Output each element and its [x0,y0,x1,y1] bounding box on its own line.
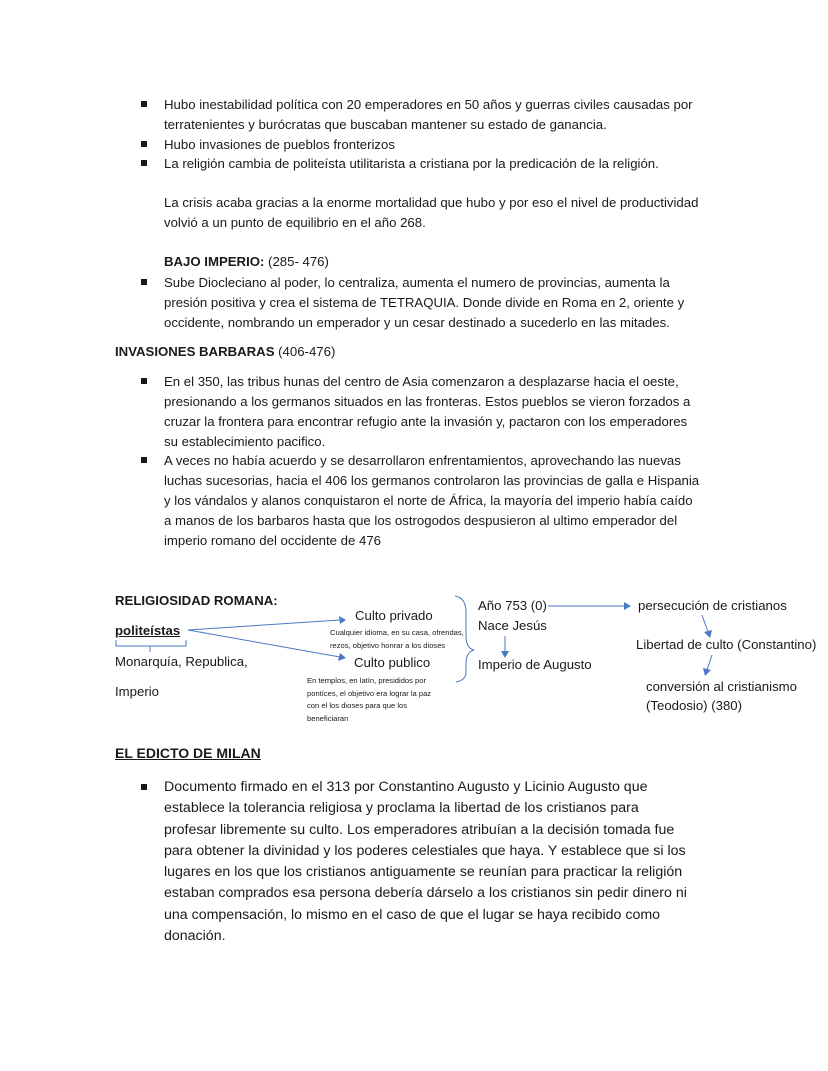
text-line: a manos de los barbaros hasta que los ostrogodos despusieron al ultimo emperador del [164,513,678,528]
heading-title: INVASIONES BARBARAS [115,344,275,359]
arrowhead-culto-privado [339,616,346,624]
monarquia-label: Monarquía, Republica, [115,654,248,669]
text-line: En el 350, las tribus hunas del centro de Asia comenzaron a desplazarse hacia el oeste, [164,374,679,389]
text-line: (Teodosio) (380) [646,698,743,713]
arrow-libertad [702,615,708,632]
note-line: En templos, en latín, presididos por [307,676,427,685]
note-line: beneficiaran [307,713,349,723]
text-line: imperio romano del occidente de 476 [164,533,381,548]
note-line: Cualquier idioma, en su casa, ofrendas, [330,628,464,637]
text-line: Hubo inestabilidad política con 20 emperadores en 50 años y guerras civiles causadas por [164,97,693,112]
text-line: profesar libremente su culto. Los emperadores atribuían a la decisión tomada fue [164,821,675,838]
text-line: presión positiva y crea el sistema de TETRAQUIA. Donde divide en Roma en 2, oriente y [164,295,685,310]
arrowhead-persecucion [624,602,631,610]
heading-title: BAJO IMPERIO: [164,254,265,269]
text-line: su establecimiento pacifico. [164,434,326,449]
text-line: volvió a un punto de equilibrio en el año 268. [164,215,426,230]
heading-dates: (406-476) [274,344,336,359]
text-line: conversión al cristianismo [646,679,797,694]
text-line: para obtener la divinidad y los poderes celestiales que haya. Y establece que si los [164,842,686,859]
text-line: A veces no había acuerdo y se desarrollaron enfrentamientos, aprovechando las nuevas [164,453,681,468]
text-line: establece la tolerancia religiosa y proclama la libertad de los cristianos para [164,800,639,817]
note-line: pontíces, el objetivo era lograr la paz [307,688,432,698]
politeistas-brace [116,640,186,646]
text-line: presionando a los germanos situados en las fronteras. Estos pueblos se vieron forzados a [164,394,691,409]
persecucion-label: persecución de cristianos [638,598,787,613]
edicto-paragraph [164,777,687,947]
text-line: luchas sucesorias, hacia el 406 los germanos controlaron las provincias de galla e Hispania [164,473,700,488]
culto-privado-label: Culto privado [355,608,433,623]
imperio-label: Imperio [115,684,159,699]
text-line: occidente, nombrando un emperador y un cesar destinado a sucederlo en las mitades. [164,315,670,330]
arrow-conversion [707,655,712,670]
edicto-heading: EL EDICTO DE MILAN [115,745,261,761]
religiosidad-title: RELIGIOSIDAD ROMANA: [115,593,278,608]
text-line: donación. [164,928,226,945]
arrow-culto-publico [188,630,340,657]
text-line: estaban comprados esa persona debería dárselo a los cristianos sin pedir dinero ni [164,885,687,902]
imperio-augusto-label: Imperio de Augusto [478,657,592,672]
text-line: una compensación, lo mismo en el caso de que el lugar se haya recibido como [164,906,661,923]
heading-dates: (285- 476) [264,254,329,269]
text-line: cruzar la frontera para encontrar refugio ante la invasión y, pactaron con los emperadores [164,414,688,429]
text-line: La religión cambia de politeísta utilitarista a cristiana por la predicación de la religión. [164,156,659,171]
note-line: rezos, objetivo honrar a los dioses [330,640,446,650]
culto-publico-label: Culto publico [354,655,431,670]
nace-jesus-label: Nace Jesús [478,618,547,633]
conversion-label [646,677,797,715]
arrowhead-conversion [703,668,711,676]
text-line: Hubo invasiones de pueblos fronterizos [164,137,395,152]
text-line: Sube Diocleciano al poder, lo centraliza, aumenta el numero de provincias, aumenta la [164,275,670,290]
libertad-label: Libertad de culto (Constantino) [636,637,817,652]
culto-publico-note [307,675,431,725]
bullet-marker [141,784,147,790]
text-line: Documento firmado en el 313 por Constantino Augusto y Licinio Augusto que [164,779,648,795]
arrowhead-culto-publico [338,653,346,661]
ano-753-label: Año 753 (0) [478,598,547,613]
note-line: con el los dioses para que los [307,701,408,710]
text-line: terratenientes y burócratas que buscaban mantener su estado de ganancia. [164,117,607,132]
text-line: lugares en los que los cristianos antiguamente se reunían para practicar la religión [164,864,683,881]
arrow-culto-privado [188,620,340,630]
text-line: La crisis acaba gracias a la enorme mortalidad que hubo y por eso el nivel de productividad [164,195,699,210]
culto-privado-note [330,627,464,652]
text-line: y los vándalos y alanos conquistaron el norte de África, la mayoría del imperio había caído [164,493,693,508]
politeistas-label: politeístas [115,623,181,638]
